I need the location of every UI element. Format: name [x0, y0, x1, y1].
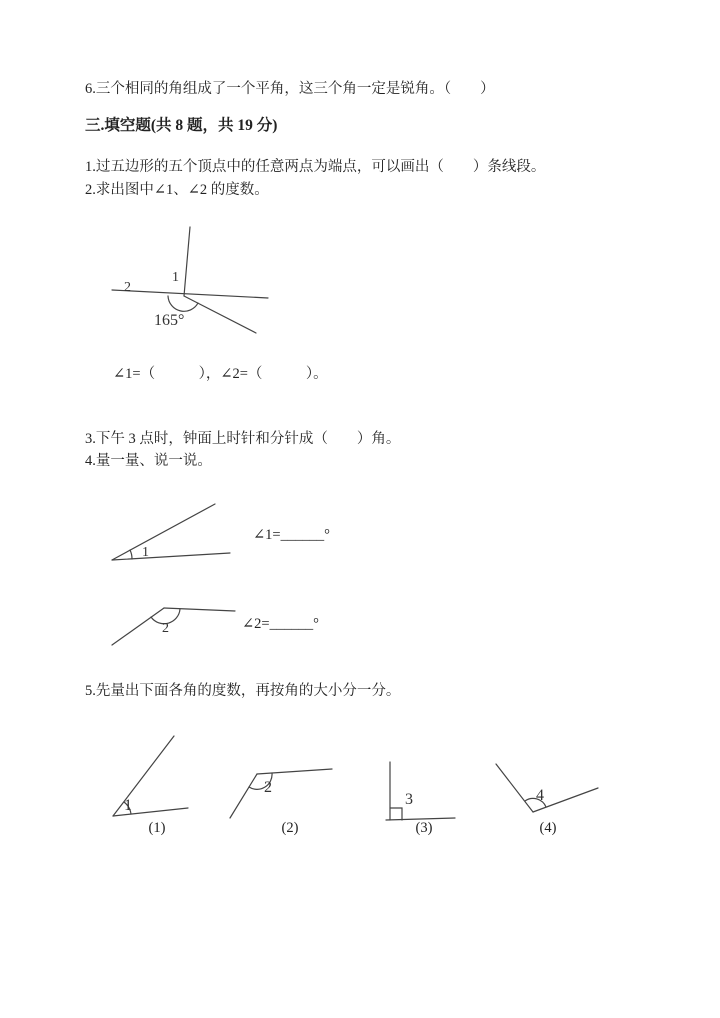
angle-label: 1: [124, 797, 132, 814]
q2-answer-line: ∠1=（ ），∠2=（ ）。: [113, 366, 328, 382]
angle-figure-q5-2: [220, 740, 345, 828]
angle-label: 2: [264, 779, 272, 796]
question-1: 1.过五边形的五个顶点中的任意两点为端点，可以画出（ ）条线段。: [85, 159, 546, 175]
angle-label: 3: [405, 791, 413, 808]
angle-arc: [168, 296, 198, 311]
diagonal-ray: [184, 296, 256, 333]
q4-blank-2: ∠2=______°: [242, 616, 319, 632]
angle-figure-q5-1: [96, 726, 206, 826]
question-5: 5.先量出下面各角的度数，再按角的大小分一分。: [85, 683, 401, 699]
angle-2-label: 2: [124, 280, 131, 295]
degree-165-label: 165°: [154, 312, 185, 329]
q4-blank-1: ∠1=______°: [253, 527, 330, 543]
section-heading: 三.填空题(共 8 题，共 19 分): [85, 117, 278, 134]
question-6: 6.三个相同的角组成了一个平角，这三个角一定是锐角。（ ）: [85, 81, 495, 97]
right-ray: [257, 769, 332, 774]
down-left-ray: [112, 608, 164, 645]
angle-label: 2: [162, 621, 169, 636]
angle-figure-q4b: [100, 585, 245, 655]
right-ray: [164, 608, 235, 611]
right-angle-mark: [390, 808, 402, 820]
down-left-ray: [230, 774, 257, 818]
question-2: 2.求出图中∠1、∠2 的度数。: [85, 182, 269, 198]
vertical-ray: [184, 227, 190, 296]
up-left-ray: [496, 764, 533, 812]
question-3: 3.下午 3 点时，钟面上时针和分针成（ ）角。: [85, 431, 401, 447]
angle-figure-q5-3: [370, 752, 465, 828]
angle-figure-q5-4: [486, 748, 611, 828]
angle-figure-q2: [98, 213, 298, 348]
angle-figure-q4a: [100, 492, 250, 572]
caption-3: (3): [415, 820, 433, 836]
angle-1-label: 1: [172, 270, 179, 285]
angle-label: 1: [142, 545, 149, 560]
upper-ray: [113, 736, 174, 816]
angle-arc: [130, 550, 132, 559]
lower-ray: [112, 553, 230, 560]
caption-2: (2): [281, 820, 299, 836]
caption-4: (4): [539, 820, 557, 836]
angle-label: 4: [536, 787, 544, 804]
caption-1: (1): [148, 820, 166, 836]
horizontal-line: [112, 290, 268, 298]
upper-ray: [112, 504, 215, 560]
question-4: 4.量一量、说一说。: [85, 453, 212, 469]
